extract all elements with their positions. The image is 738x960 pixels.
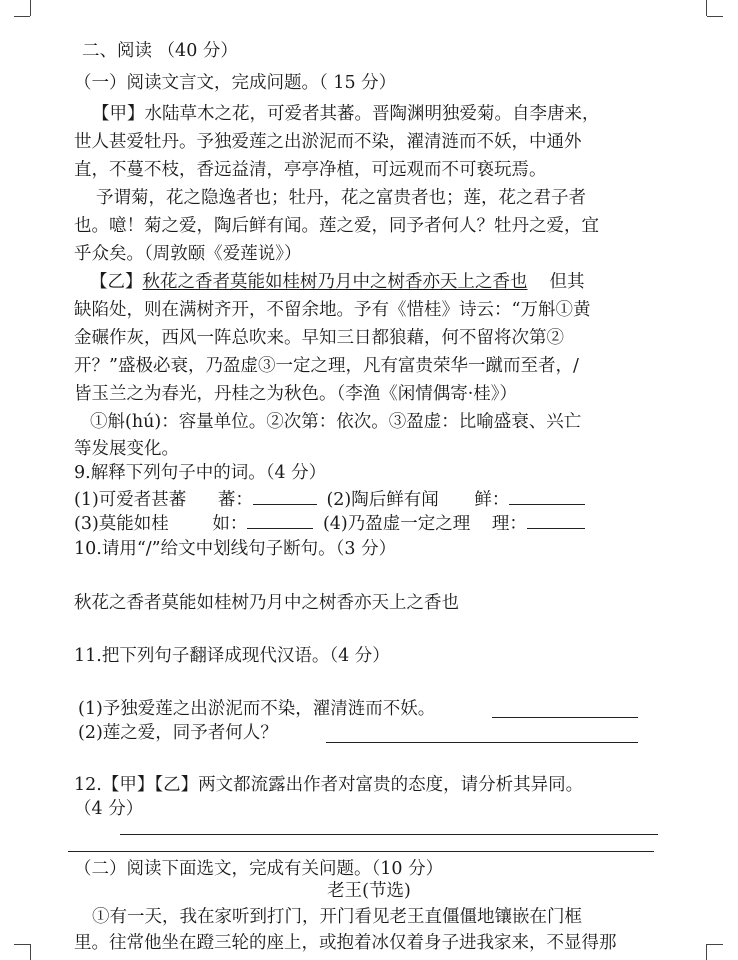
q9-item-1: (1)可爱者甚蕃	[74, 490, 187, 510]
part1-heading: （一）阅读文言文，完成问题。（ 15 分）	[74, 73, 397, 93]
q12-answer-line-1[interactable]	[120, 834, 658, 835]
q11-sentence-1	[78, 698, 435, 720]
q9-answer-2-blank[interactable]	[509, 490, 585, 505]
yi-line-1	[90, 271, 585, 293]
q9-answer-4-blank[interactable]	[527, 514, 585, 529]
q12-title: 12.【甲】【乙】两文都流露出作者对富贵的态度，请分析其异同。	[74, 775, 584, 795]
q11-sentence-2-text: (2)莲之爱，同予者何人？	[78, 723, 278, 743]
yi-line-2: 缺陷处，则在满树齐开，不留余地。予有《惜桂》诗云：“万斛①黄	[74, 300, 591, 320]
q9-item-3: (3)莫能如桂	[74, 514, 169, 534]
crop-mark-bottom-right-h	[707, 944, 723, 945]
q10-title: 10.请用“/”给文中划线句子断句。（3 分）	[74, 539, 397, 559]
crop-mark-top-right-h	[707, 16, 723, 17]
q9-item-4-word: 理：	[491, 514, 527, 534]
jia-line-2: 世人甚爱牡丹。予独爱莲之出淤泥而不染，濯清涟而不妖，中通外	[74, 132, 582, 152]
yi-label: 【乙】	[90, 272, 143, 292]
q11-sentence-1-text: (1)予独爱莲之出淤泥而不染，濯清涟而不妖。	[78, 699, 436, 719]
q9-item-2: (2)陶后鲜有闻	[326, 490, 439, 510]
crop-mark-top-left-h	[14, 16, 30, 17]
q11-answer-2-line[interactable]	[326, 742, 638, 743]
q9-title: 9.解释下列句子中的词。（4 分）	[74, 463, 327, 483]
part2-line-1: ①有一天，我在家听到打门，开门看见老王直僵僵地镶嵌在门框	[92, 907, 582, 927]
crop-mark-top-right	[706, 0, 707, 16]
jia-line-6: 乎众矣。（周敦颐《爱莲说》）	[74, 244, 302, 264]
q9-item-4: (4)乃盈虚一定之理	[322, 514, 471, 534]
crop-mark-bottom-right	[706, 944, 707, 960]
jia-line-5: 也。噫！菊之爱，陶后鲜有闻。莲之爱，同予者何人？牡丹之爱，宜	[74, 216, 599, 236]
q9-item-3-word: 如：	[212, 514, 248, 534]
q11-title: 11.把下列句子翻译成现代汉语。（4 分）	[74, 646, 390, 666]
q9-item-2-word: 鲜：	[474, 490, 510, 510]
yi-line-4: 开？”盛极必衰，乃盈虚③一定之理，凡有富贵荣华一蹴而至者，/	[74, 356, 579, 376]
part2-title: 老王(节选)	[327, 881, 411, 901]
yi-line-1-rest: 但其	[549, 272, 585, 292]
part2-heading: （二）阅读下面选文，完成有关问题。（10 分）	[74, 859, 444, 879]
part2-line-2: 里。往常他坐在蹬三轮的座上，或抱着冰仅着身子进我家来，不显得那	[74, 933, 617, 953]
note-line-1: ①斛(hú)：容量单位。②次第：依次。③盈虚：比喻盛衰、兴亡	[90, 412, 582, 432]
crop-mark-top-left	[30, 0, 31, 16]
q12-score: （4 分）	[74, 799, 144, 819]
q11-sentence-2	[78, 722, 278, 744]
q10-sentence: 秋花之香者莫能如桂树乃月中之树香亦天上之香也	[74, 593, 459, 613]
jia-line-1: 【甲】水陆草木之花，可爱者其蕃。晋陶渊明独爱菊。自李唐来，	[92, 104, 600, 124]
q9-row-1	[74, 489, 585, 511]
q9-row-2	[74, 513, 585, 535]
q9-item-1-word: 蕃：	[217, 490, 253, 510]
crop-mark-bottom-left-h	[14, 944, 30, 945]
section-title: 二、阅读 （40 分）	[82, 41, 238, 61]
jia-line-3: 直，不蔓不枝，香远益清，亭亭净植，可远观而不可亵玩焉。	[74, 160, 547, 180]
note-line-2: 等发展变化。	[74, 439, 179, 459]
crop-mark-bottom-left	[30, 944, 31, 960]
q12-answer-line-2[interactable]	[68, 851, 654, 852]
underlined-sentence: 秋花之香者莫能如桂树乃月中之树香亦天上之香也	[142, 272, 528, 292]
q9-answer-3-blank[interactable]	[247, 514, 313, 529]
q11-answer-1-line[interactable]	[492, 717, 638, 718]
q9-answer-1-blank[interactable]	[253, 490, 317, 505]
yi-line-3: 金碾作灰，西风一阵总吹来。早知三日都狼藉，何不留将次第②	[74, 328, 564, 348]
yi-line-5: 皆玉兰之为春光，丹桂之为秋色。（李渔《闲情偶寄·桂》）	[74, 384, 518, 404]
jia-line-4: 予谓菊，花之隐逸者也；牡丹，花之富贵者也；莲，花之君子者	[96, 188, 586, 208]
